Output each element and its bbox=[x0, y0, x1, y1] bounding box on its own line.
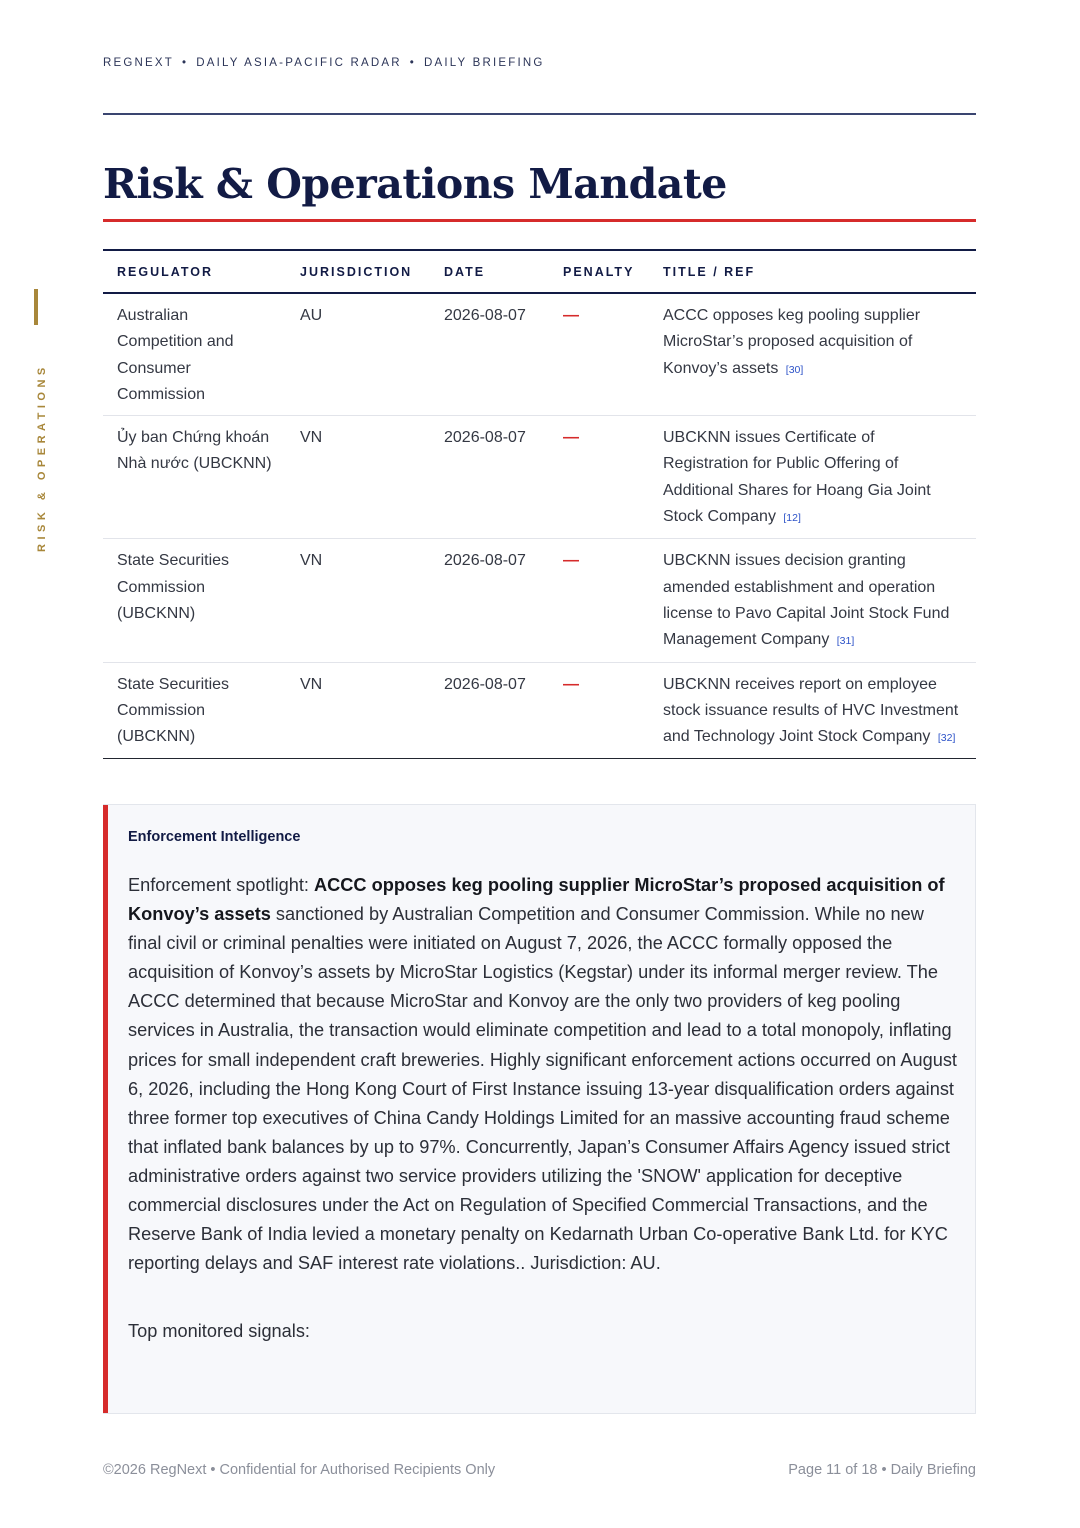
table-row bbox=[103, 539, 976, 662]
reference-link[interactable]: [12] bbox=[783, 512, 801, 525]
callout-label: Enforcement Intelligence bbox=[128, 829, 301, 845]
header-publication: DAILY ASIA-PACIFIC RADAR bbox=[196, 57, 402, 69]
penalty-cell bbox=[549, 416, 649, 539]
column-header-penalty: PENALTY bbox=[549, 250, 649, 293]
action-title: UBCKNN issues decision granting amended establishment and operation license to Pavo Capital Joint Stock Fund Management Company bbox=[663, 552, 950, 649]
penalty-none-indicator: — bbox=[563, 552, 579, 570]
date-cell: 2026-08-07 bbox=[430, 416, 549, 539]
header-separator: • bbox=[409, 57, 417, 69]
footer-edition: Daily Briefing bbox=[890, 1462, 976, 1478]
regulatory-actions-table bbox=[103, 249, 976, 759]
reference-link[interactable]: [30] bbox=[785, 363, 804, 376]
jurisdiction-cell: VN bbox=[286, 539, 430, 662]
penalty-cell bbox=[549, 293, 649, 416]
side-tab-marker bbox=[34, 289, 38, 325]
title-cell bbox=[649, 416, 976, 539]
callout-lead: Enforcement spotlight: bbox=[128, 875, 315, 895]
jurisdiction-cell: VN bbox=[286, 662, 430, 759]
callout-text: sanctioned by Australian Competition and Consumer Commission. While no new final civil or criminal penalties were initiated on August 7, 2026, the ACCC formally opposed the acquisition of Konvoy’s assets by MicroStar Logistics (Kegstar) under its informal merger review. The ACCC determined that because MicroStar and Konvoy are the only two providers of keg pooling services in Australia, the transaction would eliminate competition and lead to a total monopoly, inflating prices for small independent craft breweries. Highly significant enforcement actions occurred on August 6, 2026, including the Hong Kong Court of First Instance issuing 13-year disqualification orders against three former top executives of China Candy Holdings Limited for an massive accounting fraud scheme that inflated bank balances by up to 97%. Concurrently, Japan’s Consumer Affairs Agency issued strict administrative orders against two service providers utilizing the 'SNOW' application for deceptive commercial disclosures under the Act on Regulation of Specified Commercial Transactions, and the Reserve Bank of India levied a monetary penalty on Kedarnath Urban Co-operative Bank Ltd. for KYC reporting delays and SAF interest rate violations.. Jurisdiction: AU. bbox=[128, 904, 957, 1274]
regulator-cell: Ủy ban Chứng khoán Nhà nước (UBCKNN) bbox=[103, 416, 286, 539]
action-title: UBCKNN receives report on employee stock issuance results of HVC Investment and Technology Joint Stock Company bbox=[663, 675, 959, 746]
footer-right bbox=[788, 1462, 976, 1478]
header-brand: REGNEXT bbox=[103, 57, 174, 69]
callout-headline: ACCC opposes keg pooling supplier MicroStar’s proposed acquisition of Konvoy’s assets bbox=[128, 875, 945, 925]
footer-separator: • bbox=[210, 1462, 216, 1478]
penalty-cell bbox=[549, 662, 649, 759]
enforcement-intelligence-callout bbox=[103, 804, 976, 1414]
penalty-cell bbox=[549, 539, 649, 662]
table-row bbox=[103, 416, 976, 539]
callout-body bbox=[128, 871, 958, 1278]
regulator-cell: State Securities Commission (UBCKNN) bbox=[103, 662, 286, 759]
footer-copyright: ©2026 RegNext bbox=[103, 1462, 207, 1478]
column-header-jurisdiction: JURISDICTION bbox=[286, 250, 430, 293]
jurisdiction-cell: AU bbox=[286, 293, 430, 416]
header-separator: • bbox=[182, 57, 189, 69]
page-number: Page 11 of 18 bbox=[788, 1462, 878, 1478]
footer-left bbox=[103, 1462, 495, 1478]
footer-confidential: Confidential for Authorised Recipients Only bbox=[219, 1462, 496, 1478]
side-tab-label: RISK & OPERATIONS bbox=[36, 363, 48, 552]
table-row bbox=[103, 293, 976, 416]
footer-separator: • bbox=[881, 1462, 887, 1478]
column-header-regulator: REGULATOR bbox=[103, 250, 286, 293]
date-cell: 2026-08-07 bbox=[430, 293, 549, 416]
date-cell: 2026-08-07 bbox=[430, 662, 549, 759]
title-cell bbox=[649, 293, 976, 416]
jurisdiction-cell: VN bbox=[286, 416, 430, 539]
signals-heading: Top monitored signals: bbox=[128, 1321, 310, 1341]
page-title: Risk & Operations Mandate bbox=[103, 160, 727, 208]
reference-link[interactable]: [31] bbox=[836, 635, 855, 648]
title-cell bbox=[649, 539, 976, 662]
title-cell bbox=[649, 662, 976, 759]
action-title: UBCKNN issues Certificate of Registration for Public Offering of Additional Shares for Hoang Gia Joint Stock Company bbox=[663, 429, 931, 526]
header-divider bbox=[103, 113, 976, 115]
running-header bbox=[103, 57, 545, 69]
action-title: ACCC opposes keg pooling supplier MicroStar’s proposed acquisition of Konvoy’s assets bbox=[663, 307, 921, 377]
reference-link[interactable]: [32] bbox=[937, 732, 956, 745]
regulator-cell: Australian Competition and Consumer Commission bbox=[103, 293, 286, 416]
column-header-title-ref: TITLE / REF bbox=[649, 250, 976, 293]
regulator-cell: State Securities Commission (UBCKNN) bbox=[103, 539, 286, 662]
column-header-date: DATE bbox=[430, 250, 549, 293]
table-header-row bbox=[103, 250, 976, 293]
header-edition: DAILY BRIEFING bbox=[424, 57, 545, 69]
title-underline bbox=[103, 219, 976, 222]
penalty-none-indicator: — bbox=[563, 307, 579, 324]
date-cell: 2026-08-07 bbox=[430, 539, 549, 662]
penalty-none-indicator: — bbox=[563, 429, 579, 447]
callout-accent-bar bbox=[103, 805, 108, 1413]
penalty-none-indicator: — bbox=[563, 675, 579, 693]
table-row bbox=[103, 662, 976, 759]
